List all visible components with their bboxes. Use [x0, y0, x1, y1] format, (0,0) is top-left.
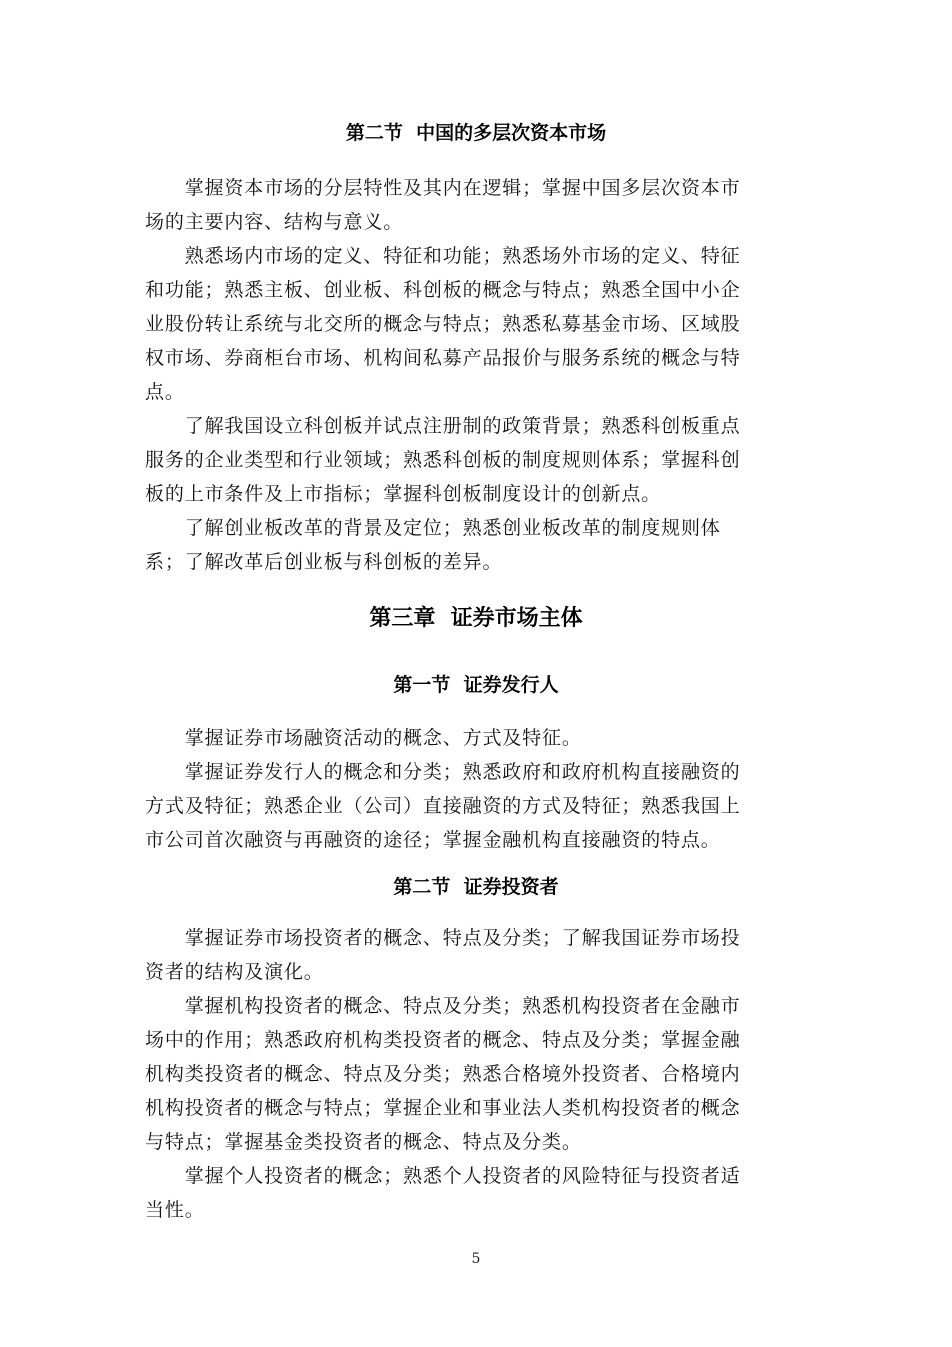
body-line: 场中的作用；熟悉政府机构类投资者的概念、特点及分类；掌握金融	[145, 1029, 741, 1051]
section-body-securities-investor	[145, 921, 825, 1227]
body-line: 权市场、券商柜台市场、机构间私募产品报价与服务系统的概念与特	[145, 347, 741, 369]
body-line: 系；了解改革后创业板与科创板的差异。	[145, 551, 503, 573]
body-line: 与特点；掌握基金类投资者的概念、特点及分类。	[145, 1131, 582, 1153]
body-line: 点。	[145, 381, 185, 403]
body-line: 掌握个人投资者的概念；熟悉个人投资者的风险特征与投资者适	[145, 1165, 741, 1187]
body-line: 服务的企业类型和行业领域；熟悉科创板的制度规则体系；掌握科创	[145, 449, 741, 471]
section-body-securities-issuer	[145, 721, 825, 857]
body-line: 机构投资者的概念与特点；掌握企业和事业法人类机构投资者的概念	[145, 1097, 741, 1119]
body-line: 掌握机构投资者的概念、特点及分类；熟悉机构投资者在金融市	[145, 995, 741, 1017]
body-line: 市公司首次融资与再融资的途径；掌握金融机构直接融资的特点。	[145, 829, 721, 851]
section-body-multilevel-capital-market	[145, 171, 825, 579]
body-line: 熟悉场内市场的定义、特征和功能；熟悉场外市场的定义、特征	[145, 245, 741, 267]
body-line: 掌握证券市场投资者的概念、特点及分类；了解我国证券市场投	[145, 927, 741, 949]
body-line: 方式及特征；熟悉企业（公司）直接融资的方式及特征；熟悉我国上	[145, 795, 741, 817]
section-heading-securities-investor: 第二节 证券投资者	[393, 876, 559, 898]
body-line: 场的主要内容、结构与意义。	[145, 211, 404, 233]
body-line: 业股份转让系统与北交所的概念与特点；熟悉私募基金市场、区域股	[145, 313, 741, 335]
chapter-heading-securities-market-participants: 第三章 证券市场主体	[369, 606, 583, 631]
body-line: 掌握证券发行人的概念和分类；熟悉政府和政府机构直接融资的	[145, 761, 741, 783]
body-line: 掌握资本市场的分层特性及其内在逻辑；掌握中国多层次资本市	[145, 177, 741, 199]
section-heading-securities-issuer: 第一节 证券发行人	[393, 674, 559, 696]
body-line: 掌握证券市场融资活动的概念、方式及特征。	[145, 727, 582, 749]
body-line: 了解我国设立科创板并试点注册制的政策背景；熟悉科创板重点	[145, 415, 741, 437]
body-line: 机构类投资者的概念、特点及分类；熟悉合格境外投资者、合格境内	[145, 1063, 741, 1085]
body-line: 当性。	[145, 1199, 205, 1221]
body-line: 了解创业板改革的背景及定位；熟悉创业板改革的制度规则体	[145, 517, 721, 539]
section-heading-multilevel-capital-market: 第二节 中国的多层次资本市场	[345, 122, 607, 144]
body-line: 板的上市条件及上市指标；掌握科创板制度设计的创新点。	[145, 483, 662, 505]
page-number: 5	[471, 1251, 481, 1267]
body-line: 和功能；熟悉主板、创业板、科创板的概念与特点；熟悉全国中小企	[145, 279, 741, 301]
body-line: 资者的结构及演化。	[145, 961, 324, 983]
